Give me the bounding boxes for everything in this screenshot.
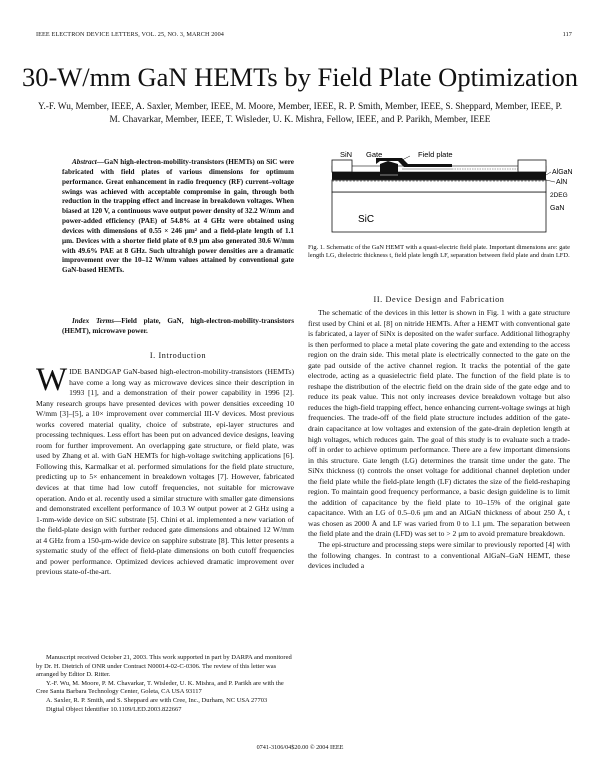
copyright-footer: 0741-3106/04$20.00 © 2004 IEEE	[256, 744, 344, 751]
sin-label: SiN	[340, 150, 353, 159]
running-header: IEEE ELECTRON DEVICE LETTERS, VOL. 25, NO. 3, MARCH 2004	[36, 31, 225, 38]
algan-label: AlGaN	[552, 169, 573, 176]
ain-pointer	[546, 180, 555, 182]
gate-electrode	[380, 161, 398, 172]
figure-1-caption: Fig. 1. Schematic of the GaN HEMT with a quasi-electric field plate. Important dimensions are: gate length LG, dielectric thickness t, field plate length LF, separation between field plate and drain LFD.	[308, 244, 570, 260]
introduction-body	[36, 362, 294, 578]
2deg-label: 2DEG	[550, 192, 568, 199]
index-terms	[62, 317, 294, 337]
section-heading-introduction: I. Introduction	[149, 351, 207, 360]
field-plate-label: Field plate	[418, 150, 453, 159]
index-terms-text: Field plate, GaN, high-electron-mobility-transistors (HEMT), microwave power.	[62, 317, 294, 335]
footnote-doi: Digital Object Identifier 10.1109/LED.2003.822667	[46, 705, 182, 713]
drain-contact	[518, 160, 546, 172]
page-number: 117	[562, 31, 572, 38]
drop-cap: W	[36, 362, 68, 398]
footnote-manuscript: Manuscript received October 21, 2003. This work supported in part by DARPA and monitored by Dr. H. Dietrich of ONR under Contract N00014-02-C-0306. The review of this letter was arranged by Editor D. Ritter.	[36, 654, 292, 679]
sic-layer	[332, 192, 546, 232]
introduction-text: IDE BANDGAP GaN-based high-electron-mobility-transistors (HEMTs) have come a long way as microwave devices since their description in 1993 [1], and a demonstration of their power capability in 1996 [2]. Many research groups have presented devices with power densities exceeding 10 W/mm [3]–[5], a 10× improvement over commercial III-V devices. Most previous works covered material quality, choice of substrate, epi-layer structures and processing techniques. Less effort has been put on advanced device designs, leaving room for further improvement. An overlapping gate structure, or field plate, was used by Zhang et al. with GaN HEMTs for high-voltage switching applications [6]. Following this, Karmalkar et al. performed simulations for the field plate structure, predicting up to 5× enhancement in breakdown voltages [7]. However, fabricated devices at that time had low cutoff frequencies, not suitable for microwave operation. Ando et al. recently used a similar structure with smaller gate dimensions and demonstrated excellent performance of 10.3 W output power at 2 GHz using a 1-mm-wide device on SiC substrate [5]. Chini et al. implemented a new variation of the field-plate design with further reduced gate dimensions and obtained 12 W/mm at 4 GHz from a 150-μm-wide device on sapphire substrate [8]. This letter presents a systematic study of the effect of field-plate dimensions on both cutoff frequencies and power performance. Optimized devices achieved dramatic improvement over previous state-of-the-art.	[36, 367, 294, 577]
field-plate-pointer	[402, 156, 410, 160]
abstract-label: Abstract—	[72, 158, 104, 166]
design-paragraph-1: The schematic of the devices in this letter is shown in Fig. 1 with a gate structure first used by Chini et al. [8] on nitride HEMTs. After a HEMT with conventional gate is fabricated, a layer of SiNx is deposited on the wafer surface. Additional lithography is then performed to place a metal plate covering the gate and extending to the access region on the drain side. This metal plate is electrically connected to the gate on the gate pad outside of the active channel region. It tracks the potential of the gate electrode, acting as a quasielectric field plate. The function of the field plate is to reshape the distribution of the electric field on the drain side of the gate edge and to reduce its peak value. This not only increases device breakdown voltage but also reduces the high-field trapping effect, hence enhancing current-voltage swings at high frequencies. The trade-off of the field plate structure includes addition of the gate-drain capacitance at low voltages and extension of the gate-drain depletion length at high voltages, which reduces gain. The goal of this study is to evaluate such a trade-off in order to achieve optimum performance. There are a few important dimensions in this structure. Gate length (LG) determines the transit time under the gate. The SiNx thickness (t) controls the onset voltage for additional channel depletion under the field plate while the field-plate length (LF) dictates the size of the field-reshaping region. To maintain good frequency performance, a basic design guideline is to limit the addition of capacitance by the field plate to 10–15% of the original gate capacitance. With an LG of 0.5–0.6 μm and an AlGaN thickness of about 250 Å, t was chosen as 2000 Å and LF was varied from 0 to 1.1 μm. The separation between the field plate and the drain (LFD) was set to > 2 μm to avoid premature breakdown.	[308, 308, 570, 539]
algan-layer	[332, 172, 546, 179]
gate-label: Gate	[366, 150, 383, 159]
algan-pointer	[546, 172, 551, 175]
gan-label: GaN	[550, 205, 565, 212]
gan-layer	[332, 180, 546, 192]
section-heading-design: II. Device Design and Fabrication	[373, 295, 505, 304]
design-body	[308, 308, 570, 572]
design-paragraph-2: The epi-structure and processing steps were similar to previously reported [4] with the following changes. In contrast to a conventional AlGaN–GaN HEMT, these devices included a	[308, 540, 570, 571]
index-terms-label: Index Terms—	[72, 317, 122, 325]
footnote-affiliation-1: Y.-F. Wu, M. Moore, P. M. Chavarkar, T. Wisleder, U. K. Mishra, and P. Parikh are with the Cree Santa Barbara Technology Center, Goleta, CA USA 93117	[36, 679, 284, 696]
abstract-text: GaN high-electron-mobility-transistors (HEMTs) on SiC were fabricated with field plates of various dimensions for optimum performance. Great enhancement in radio frequency (RF) current–voltage swings was achieved with acceptable compromise in gain, through both reduction in the trapping effect and increase in breakdown voltages. When biased at 120 V, a continuous wave output power density of 32.2 W/mm and power-added efficiency (PAE) of 54.8% at 4 GHz were obtained using devices with dimensions of 0.55 × 246 μm² and a field-plate length of 1.1 μm. Devices with a shorter field plate of 0.9 μm also generated 30.6 W/mm with 49.6% PAE at 8 GHz. Such ultrahigh power densities are a dramatic improvement over the 10–12 W/mm values attained by conventional gate GaN-based HEMTs.	[62, 158, 294, 275]
sic-label: SiC	[358, 214, 375, 225]
source-contact	[332, 160, 352, 172]
abstract	[62, 158, 294, 276]
footnotes	[36, 654, 294, 714]
figure-1-schematic	[318, 150, 580, 240]
paper-title: 30-W/mm GaN HEMTs by Field Plate Optimization	[21, 62, 579, 92]
footnote-affiliation-2: A. Saxler, R. P. Smith, and S. Sheppard are with Cree, Inc., Durham, NC USA 27703	[46, 696, 268, 704]
author-list: Y.-F. Wu, Member, IEEE, A. Saxler, Member, IEEE, M. Moore, Member, IEEE, R. P. Smith, Member, IEEE, S. Sheppard, Member, IEEE, P. M. Chavarkar, Member, IEEE, T. Wisleder, U. K. Mishra, Fellow, IEEE, and P. Parikh, Member, IEEE	[37, 102, 563, 126]
ain-label: AlN	[556, 179, 568, 186]
